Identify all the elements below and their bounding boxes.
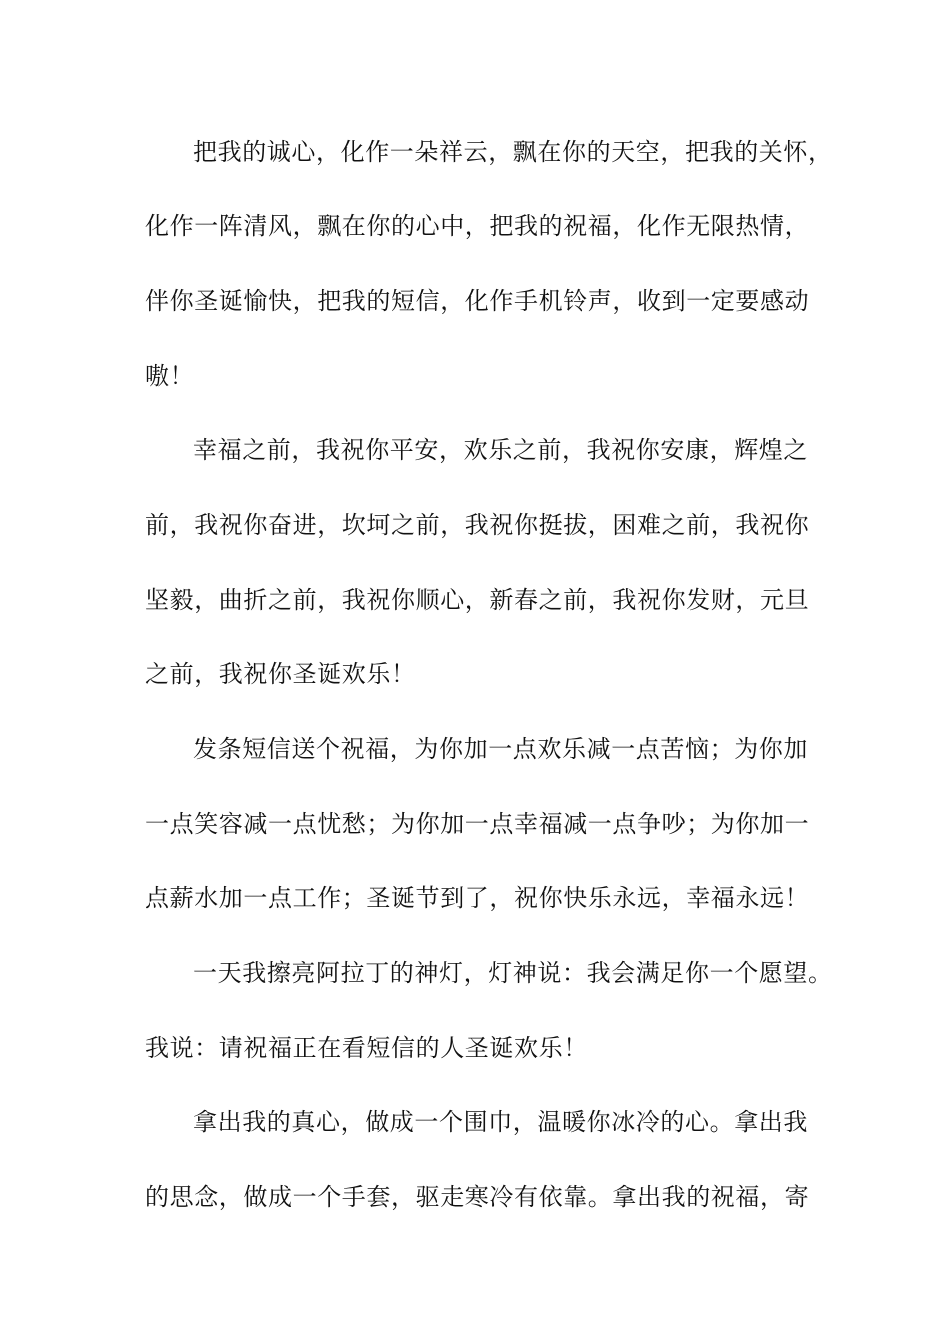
paragraph-5-line-1: 拿出我的真心，做成一个围巾，温暖你冰冷的心。拿出我: [193, 1108, 808, 1136]
paragraph-3-line-2: 一点笑容减一点忧愁；为你加一点幸福减一点争吵；为你加一: [145, 810, 810, 838]
paragraph-4-line-2: 我说：请祝福正在看短信的人圣诞欢乐！: [145, 1034, 588, 1062]
paragraph-1-line-3: 伴你圣诞愉快，把我的短信，化作手机铃声，收到一定要感动: [145, 287, 810, 315]
paragraph-3-line-1: 发条短信送个祝福，为你加一点欢乐减一点苦恼；为你加: [193, 735, 808, 763]
paragraph-3-line-3: 点薪水加一点工作；圣诞节到了，祝你快乐永远，幸福永远！: [145, 884, 810, 912]
paragraph-1-line-1: 把我的诚心，化作一朵祥云，飘在你的天空，把我的关怀，: [193, 138, 833, 166]
paragraph-1-line-4: 嗷！: [145, 362, 195, 390]
paragraph-1-line-2: 化作一阵清风，飘在你的心中，把我的祝福，化作无限热情，: [145, 212, 810, 240]
paragraph-5-line-2: 的思念，做成一个手套，驱走寒冷有依靠。拿出我的祝福，寄: [145, 1183, 810, 1211]
paragraph-2-line-4: 之前，我祝你圣诞欢乐！: [145, 660, 416, 688]
paragraph-2-line-2: 前，我祝你奋进，坎坷之前，我祝你挺拔，困难之前，我祝你: [145, 511, 810, 539]
paragraph-4-line-1: 一天我擦亮阿拉丁的神灯，灯神说：我会满足你一个愿望。: [193, 959, 833, 987]
paragraph-2-line-1: 幸福之前，我祝你平安，欢乐之前，我祝你安康，辉煌之: [193, 436, 808, 464]
paragraph-2-line-3: 坚毅，曲折之前，我祝你顺心，新春之前，我祝你发财，元旦: [145, 586, 810, 614]
